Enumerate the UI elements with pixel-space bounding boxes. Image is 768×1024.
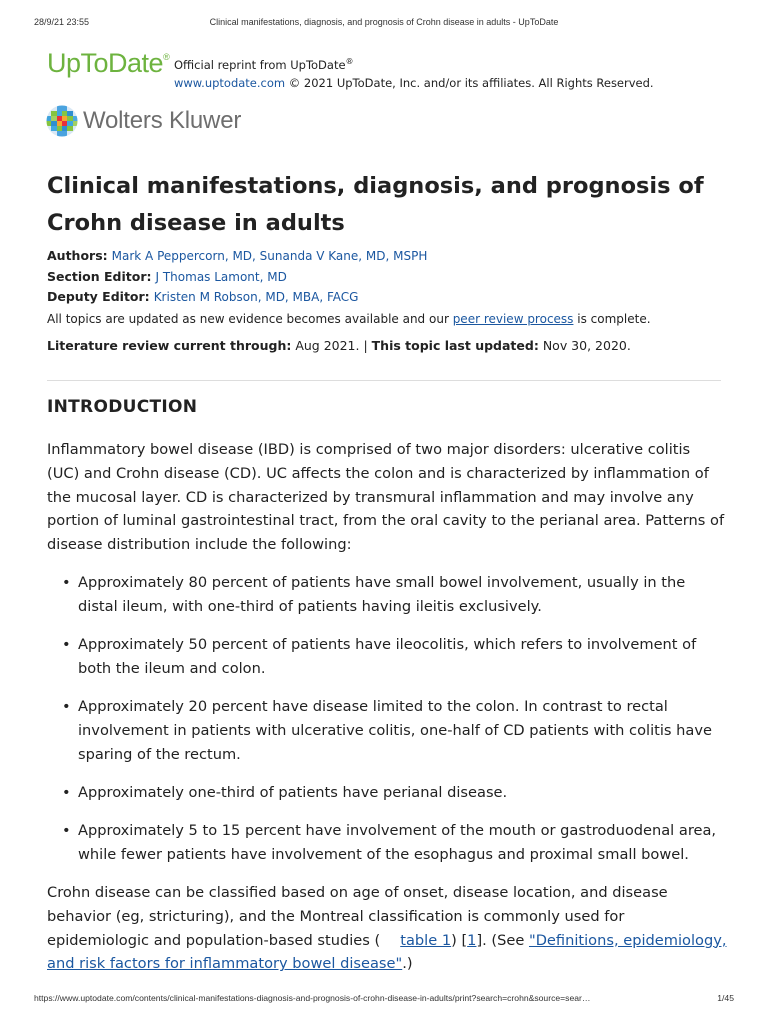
list-item-text: Approximately 80 percent of patients have small bowel involvement, usually in the distal ileum, with one-third of patients having ileitis exclusively. (78, 574, 686, 615)
review-dates (47, 338, 631, 353)
intro-paragraph-1: Inflammatory bowel disease (IBD) is comprised of two major disorders: ulcerative colitis (UC) and Crohn disease (CD). UC affects the colon and is characterized by inflammation of the mucosal layer. CD is characterized by transmural inflammation and may involve any portion of luminal gastrointestinal tract, from the oral cavity to the perianal area. Patterns of disease distribution include the following: (47, 441, 725, 554)
article-contributors (47, 246, 427, 308)
section-divider (47, 380, 721, 381)
list-item (47, 695, 727, 766)
list-item (47, 633, 727, 681)
copyright-text: © 2021 UpToDate, Inc. and/or its affiliates. All Rights Reserved. (285, 75, 654, 90)
last-updated-value: Nov 30, 2020. (538, 338, 631, 353)
list-item-text: Approximately 20 percent have disease limited to the colon. In contrast to rectal involvement in patients with ulcerative colitis, one-half of CD patients with colitis have sparing of the rectum. (78, 698, 712, 763)
lit-review-value: Aug 2021. | (291, 338, 372, 353)
last-updated-label: This topic last updated: (371, 338, 539, 353)
table-1-link[interactable]: table 1 (400, 931, 452, 949)
update-notice (47, 312, 651, 326)
section-editor-label: Section Editor: (47, 268, 152, 284)
uptodate-logo[interactable] (47, 48, 169, 79)
deputy-editor-label: Deputy Editor: (47, 289, 150, 304)
publisher-logo[interactable] (46, 104, 241, 138)
list-item-text: Approximately 50 percent of patients have ileocolitis, which refers to involvement of both the ileum and colon. (78, 636, 697, 677)
reprint-notice (174, 51, 654, 94)
publisher-name: Wolters Kluwer (83, 107, 242, 134)
section-editor-link[interactable]: J Thomas Lamont, MD (155, 269, 287, 284)
bullet-icon: • (62, 698, 71, 716)
list-item-text: Approximately one-third of patients have perianal disease. (78, 784, 508, 802)
para2-mid: ) [ (451, 931, 468, 949)
uptodate-logo-text: UpToDate (47, 48, 164, 78)
lit-review-label: Literature review current through: (47, 338, 292, 353)
print-url: https://www.uptodate.com/contents/clinical-manifestations-diagnosis-and-prognosis-of-crohn-disease-in-adults/print?search=crohn&source=sear… (34, 993, 591, 1003)
authors-label: Authors: (47, 248, 108, 263)
reference-1-link[interactable]: 1 (467, 931, 477, 949)
print-datetime: 28/9/21 23:55 (34, 17, 90, 27)
para2-text: Crohn disease can be classified based on age of onset, disease location, and disease behavior (eg, stricturing), and the Montreal classification is commonly used for epidemiologic and population-based studies ( (47, 884, 668, 949)
print-page-title: Clinical manifestations, diagnosis, and prognosis of Crohn disease in adults - UpToDate (209, 17, 559, 27)
wolters-kluwer-globe-icon (46, 105, 78, 137)
para2-end: .) (402, 955, 413, 973)
deputy-editor-link[interactable]: Kristen M Robson, MD, MBA, FACG (153, 290, 359, 304)
disease-distribution-list (47, 571, 727, 881)
peer-review-link[interactable]: peer review process (452, 312, 574, 326)
reprint-text: Official reprint from UpToDate (174, 57, 346, 72)
bullet-icon: • (62, 636, 71, 654)
list-item (47, 571, 727, 619)
list-item (47, 819, 727, 867)
uptodate-site-link[interactable]: www.uptodate.com (174, 75, 286, 90)
print-footer (34, 993, 734, 1005)
list-item (47, 781, 727, 805)
notice-text-before: All topics are updated as new evidence becomes available and our (47, 312, 453, 326)
bullet-icon: • (62, 822, 71, 840)
intro-paragraph-2 (47, 881, 727, 976)
uptodate-logo-mark: ® (163, 52, 170, 62)
notice-text-after: is complete. (573, 312, 651, 326)
authors-link[interactable]: Mark A Peppercorn, MD, Sunanda V Kane, MD, MSPH (111, 249, 428, 263)
reprint-mark: ® (345, 57, 354, 66)
print-header (34, 17, 734, 31)
introduction-heading: INTRODUCTION (47, 397, 198, 417)
page-number: 1/45 (717, 993, 734, 1003)
bullet-icon: • (62, 574, 71, 591)
article-title: Clinical manifestations, diagnosis, and prognosis of Crohn disease in adults (47, 173, 704, 236)
bullet-icon: • (62, 784, 71, 802)
list-item-text: Approximately 5 to 15 percent have involvement of the mouth or gastroduodenal area, while fewer patients have involvement of the esophagus and proximal small bowel. (78, 822, 717, 864)
ibd-epidemiology-link[interactable]: "Definitions, epidemiology, and risk factors for inflammatory bowel disease" (47, 931, 727, 973)
para2-see: ]. (See (476, 931, 529, 949)
